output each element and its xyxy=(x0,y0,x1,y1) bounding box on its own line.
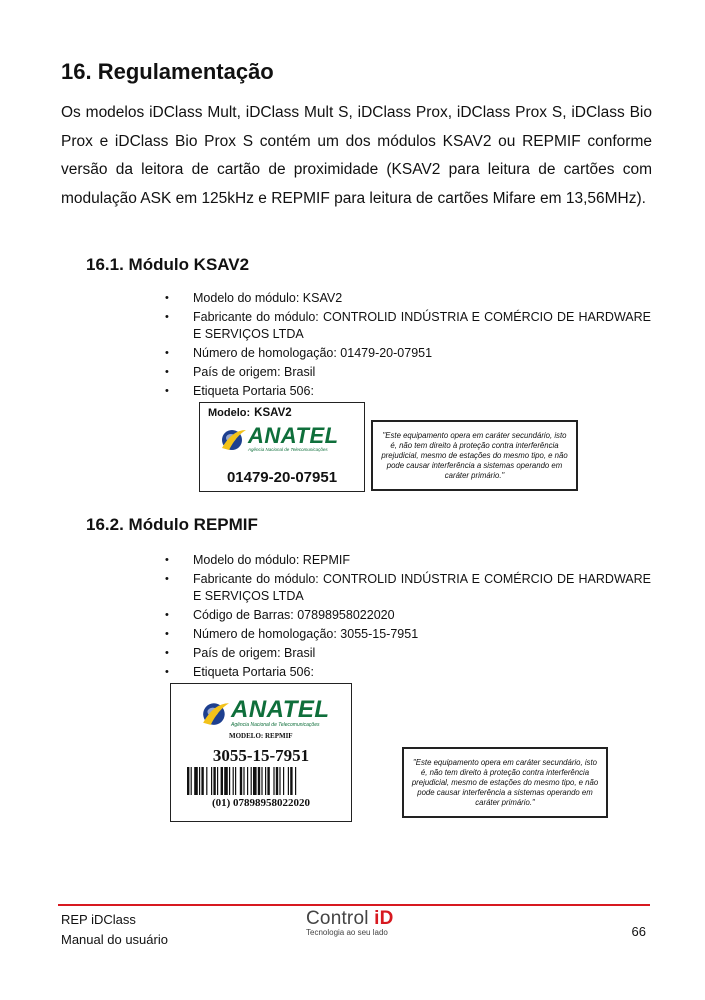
barcode-bar xyxy=(206,767,207,795)
footer-divider xyxy=(58,904,650,906)
list-item: • Etiqueta Portaria 506: xyxy=(165,383,651,400)
barcode-bar xyxy=(295,767,296,795)
brand-accent: iD xyxy=(374,908,394,929)
brand-tagline: Tecnologia ao seu lado xyxy=(306,928,388,937)
section-title-ksav2: 16.1. Módulo KSAV2 xyxy=(86,255,250,274)
barcode-bar xyxy=(267,767,269,795)
anatel-globe-icon xyxy=(201,699,229,727)
barcode-bar xyxy=(191,767,192,795)
control-id-logo xyxy=(306,908,394,937)
list-item: • Etiqueta Portaria 506: xyxy=(165,664,651,681)
list-item: • Código de Barras: 07898958022020 xyxy=(165,607,651,624)
barcode xyxy=(187,767,337,795)
barcode-bar xyxy=(288,767,289,795)
barcode-bar xyxy=(290,767,292,795)
anatel-logo xyxy=(201,698,330,728)
anatel-agency: Agência Nacional de Telecomunicações xyxy=(231,722,320,728)
list-item: • Modelo do módulo: REPMIF xyxy=(165,552,651,569)
anatel-brand: ANATEL xyxy=(231,696,330,723)
footer-product: REP iDClass xyxy=(61,912,136,927)
homologation-number: 01479-20-07951 xyxy=(226,469,338,486)
barcode-bar xyxy=(235,767,236,795)
label-model-line: MODELO: REPMIF xyxy=(229,732,293,740)
list-item: • Número de homologação: 01479-20-07951 xyxy=(165,345,651,362)
footer-document-info xyxy=(61,910,168,950)
barcode-bar xyxy=(283,767,284,795)
barcode-bar xyxy=(247,767,248,795)
list-item: • Modelo do módulo: KSAV2 xyxy=(165,290,651,307)
page-number: 66 xyxy=(631,924,646,939)
section-title-repmif: 16.2. Módulo REPMIF xyxy=(86,515,258,534)
barcode-bar xyxy=(261,767,262,795)
list-item: • Número de homologação: 3055-15-7951 xyxy=(165,626,651,643)
barcode-text: (01) 07898958022020 xyxy=(211,797,311,809)
anatel-agency: Agência Nacional de Telecomunicações xyxy=(248,447,328,452)
ksav2-details-list xyxy=(165,290,651,402)
barcode-bar xyxy=(213,767,215,795)
homologation-number: 3055-15-7951 xyxy=(212,746,310,765)
anatel-logo xyxy=(220,425,339,452)
anatel-brand: ANATEL xyxy=(248,423,339,448)
repmif-details-list xyxy=(165,552,651,683)
barcode-bar xyxy=(199,767,200,795)
anatel-globe-icon xyxy=(220,426,246,452)
barcode-bar xyxy=(273,767,274,795)
intro-paragraph: Os modelos iDClass Mult, iDClass Mult S, iDClass Prox, iDClass Prox S, iDClass Bio Prox e iDClass Bio Prox S contém um dos módulos KSAV2 ou REPMIF conforme versão da leitora de cartão de proximidade (KSAV2 para leitura de cartões com modulação ASK em 125kHz e REPMIF para leitura de cartões Mifare em 13,56MHz). xyxy=(61,104,652,207)
barcode-bar xyxy=(233,767,234,795)
barcode-bar xyxy=(265,767,266,795)
list-item: • País de origem: Brasil xyxy=(165,364,651,381)
list-item: • Fabricante do módulo: CONTROLID INDÚSTRIA E COMÉRCIO DE HARDWARE E SERVIÇOS LTDA xyxy=(165,309,651,343)
barcode-bar xyxy=(211,767,212,795)
list-item: • Fabricante do módulo: CONTROLID INDÚSTRIA E COMÉRCIO DE HARDWARE E SERVIÇOS LTDA xyxy=(165,571,651,605)
barcode-bar xyxy=(276,767,278,795)
anatel-label-ksav2 xyxy=(199,402,365,492)
secondary-operation-notice: "Este equipamento opera em caráter secundário, isto é, não tem direito à proteção contra interferência prejudicial, mesmo de estações do mesmo tipo, e não pode causar interferência a sistemas operando em caráter primário." xyxy=(402,747,608,818)
secondary-operation-notice: "Este equipamento opera em caráter secundário, isto é, não tem direito à proteção contra interferência prejudicial, mesmo de estações do mesmo tipo, e não pode causar interferência a sistemas operando em caráter primário." xyxy=(371,420,578,491)
barcode-bar xyxy=(253,767,257,795)
barcode-bar xyxy=(240,767,242,795)
label-model: Modelo: KSAV2 xyxy=(208,407,292,419)
barcode-bar xyxy=(258,767,260,795)
barcode-bar xyxy=(229,767,230,795)
barcode-bar xyxy=(224,767,228,795)
barcode-bar xyxy=(251,767,252,795)
barcode-bar xyxy=(194,767,198,795)
barcode-bar xyxy=(217,767,218,795)
anatel-label-repmif xyxy=(170,683,352,822)
barcode-bar xyxy=(279,767,280,795)
barcode-bar xyxy=(221,767,223,795)
page-title: 16. Regulamentação xyxy=(61,59,274,84)
barcode-bar xyxy=(243,767,244,795)
barcode-bar xyxy=(201,767,203,795)
barcode-bar xyxy=(187,767,189,795)
footer-manual: Manual do usuário xyxy=(61,932,168,947)
brand-name: Control xyxy=(306,908,369,929)
list-item: • País de origem: Brasil xyxy=(165,645,651,662)
